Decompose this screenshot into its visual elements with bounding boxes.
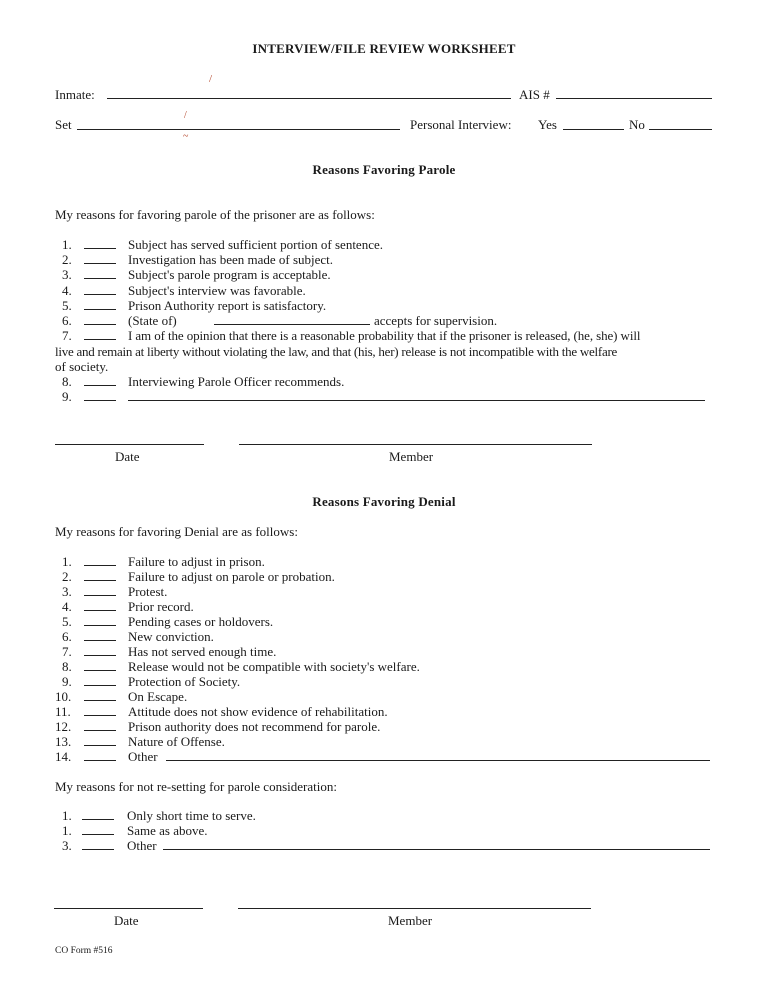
denial-item-check-line[interactable]	[84, 685, 116, 686]
parole-item-text: Interviewing Parole Officer recommends.	[128, 374, 345, 389]
reset-item-text: Other	[127, 838, 157, 853]
parole-item-text: Subject's parole program is acceptable.	[128, 267, 331, 282]
reset-item-number: 1.	[62, 823, 72, 838]
parole-item-number: 6.	[62, 313, 72, 328]
parole-intro: My reasons for favoring parole of the prisoner are as follows:	[55, 207, 375, 222]
denial-other-input-line[interactable]	[166, 760, 710, 761]
reset-date-line[interactable]	[54, 908, 203, 909]
inmate-input-line[interactable]	[107, 98, 511, 99]
denial-item-text: Failure to adjust on parole or probation.	[128, 569, 335, 584]
parole-item-text: Subject's interview was favorable.	[128, 283, 306, 298]
parole-item-check-line[interactable]	[84, 385, 116, 386]
reset-item-check-line[interactable]	[82, 834, 114, 835]
denial-item-number: 13.	[55, 734, 72, 749]
denial-item-check-line[interactable]	[84, 625, 116, 626]
denial-item-text: Pending cases or holdovers.	[128, 614, 274, 629]
denial-item-check-line[interactable]	[84, 610, 116, 611]
denial-item-text: New conviction.	[128, 629, 214, 644]
state-of-label: (State of)	[128, 313, 177, 328]
denial-item-number: 6.	[62, 629, 72, 644]
reset-item-number: 1.	[62, 808, 72, 823]
parole-item-text: Subject has served sufficient portion of sentence.	[128, 237, 383, 252]
no-label: No	[629, 117, 645, 132]
denial-item-text: Has not served enough time.	[128, 644, 277, 659]
denial-item-check-line[interactable]	[84, 700, 116, 701]
denial-item-number: 11.	[55, 704, 71, 719]
parole-item-check-line[interactable]	[84, 400, 116, 401]
parole-item-check-line[interactable]	[84, 278, 116, 279]
denial-item-number: 7.	[62, 644, 72, 659]
parole-item-check-line[interactable]	[84, 248, 116, 249]
parole-item-number: 2.	[62, 252, 72, 267]
reset-item-text: Only short time to serve.	[127, 808, 256, 823]
parole-item-number: 5.	[62, 298, 72, 313]
denial-item-number: 8.	[62, 659, 72, 674]
form-number: CO Form #516	[55, 946, 113, 956]
parole-item7-line1: I am of the opinion that there is a reasonable probability that if the prisoner is released, (he, she) will	[128, 328, 641, 343]
denial-item-number: 14.	[55, 749, 72, 764]
reset-member-line[interactable]	[238, 908, 591, 909]
denial-item-text: Failure to adjust in prison.	[128, 554, 265, 569]
accepts-supervision-text: accepts for supervision.	[374, 313, 498, 328]
parole-date-label: Date	[115, 449, 140, 464]
parole-item-check-line[interactable]	[84, 309, 116, 310]
no-input-line[interactable]	[649, 129, 712, 130]
parole-other-input-line[interactable]	[128, 400, 705, 401]
denial-item-number: 9.	[62, 674, 72, 689]
denial-item-number: 12.	[55, 719, 72, 734]
parole-item7-line2: live and remain at liberty without violating the law, and that (his, her) release is not incompatible with the welfare	[55, 344, 618, 359]
set-input-line[interactable]	[77, 129, 400, 130]
form-title: INTERVIEW/FILE REVIEW WORKSHEET	[252, 41, 516, 56]
denial-item-text: Other	[128, 749, 158, 764]
reset-item-text: Same as above.	[127, 823, 208, 838]
denial-item-text: Protection of Society.	[128, 674, 241, 689]
parole-item-number: 1.	[62, 237, 72, 252]
denial-item-text: Release would not be compatible with society's welfare.	[128, 659, 420, 674]
handwritten-tick-mark: /	[184, 110, 187, 121]
parole-item-text: Prison Authority report is satisfactory.	[128, 298, 327, 313]
denial-item-check-line[interactable]	[84, 670, 116, 671]
denial-item-number: 5.	[62, 614, 72, 629]
denial-item-number: 10.	[55, 689, 72, 704]
parole-item-number: 4.	[62, 283, 72, 298]
denial-item-check-line[interactable]	[84, 760, 116, 761]
parole-heading: Reasons Favoring Parole	[312, 162, 456, 177]
denial-item-check-line[interactable]	[84, 595, 116, 596]
parole-member-label: Member	[389, 449, 434, 464]
set-label: Set	[55, 117, 72, 132]
denial-item-check-line[interactable]	[84, 580, 116, 581]
parole-item7-line3: of society.	[55, 359, 109, 374]
denial-item-text: Attitude does not show evidence of rehabilitation.	[128, 704, 388, 719]
ais-input-line[interactable]	[556, 98, 712, 99]
reset-date-label: Date	[114, 913, 139, 928]
denial-item-text: Prison authority does not recommend for parole.	[128, 719, 381, 734]
denial-item-text: Nature of Offense.	[128, 734, 225, 749]
denial-intro: My reasons for favoring Denial are as follows:	[55, 524, 298, 539]
denial-item-text: Protest.	[128, 584, 168, 599]
denial-item-number: 4.	[62, 599, 72, 614]
denial-item-number: 2.	[62, 569, 72, 584]
reset-item-check-line[interactable]	[82, 819, 114, 820]
parole-date-line[interactable]	[55, 444, 204, 445]
inmate-label: Inmate:	[55, 87, 95, 102]
denial-item-check-line[interactable]	[84, 745, 116, 746]
parole-item-check-line[interactable]	[84, 263, 116, 264]
denial-item-number: 3.	[62, 584, 72, 599]
denial-item-check-line[interactable]	[84, 565, 116, 566]
parole-item-number: 7.	[62, 328, 72, 343]
parole-member-line[interactable]	[239, 444, 592, 445]
parole-item-text: Investigation has been made of subject.	[128, 252, 334, 267]
parole-item-number: 9.	[62, 389, 72, 404]
yes-input-line[interactable]	[563, 129, 624, 130]
parole-item-check-line[interactable]	[84, 324, 116, 325]
denial-item-number: 1.	[62, 554, 72, 569]
denial-item-text: Prior record.	[128, 599, 194, 614]
denial-item-check-line[interactable]	[84, 715, 116, 716]
denial-item-text: On Escape.	[128, 689, 188, 704]
parole-item-check-line[interactable]	[84, 339, 116, 340]
denial-item-check-line[interactable]	[84, 730, 116, 731]
ais-label: AIS #	[519, 87, 550, 102]
denial-item-check-line[interactable]	[84, 640, 116, 641]
reset-member-label: Member	[388, 913, 433, 928]
personal-interview-label: Personal Interview:	[410, 117, 512, 132]
yes-label: Yes	[538, 117, 557, 132]
state-input-line[interactable]	[214, 324, 370, 325]
reset-other-input-line[interactable]	[163, 849, 710, 850]
handwritten-tick-mark: /	[209, 73, 213, 85]
denial-item-check-line[interactable]	[84, 655, 116, 656]
reset-item-number: 3.	[62, 838, 72, 853]
parole-item-check-line[interactable]	[84, 294, 116, 295]
reset-intro: My reasons for not re-setting for parole consideration:	[55, 779, 337, 794]
denial-heading: Reasons Favoring Denial	[312, 494, 456, 509]
handwritten-dash-mark: ~	[183, 131, 189, 142]
parole-item-number: 8.	[62, 374, 72, 389]
reset-item-check-line[interactable]	[82, 849, 114, 850]
parole-item-number: 3.	[62, 267, 72, 282]
